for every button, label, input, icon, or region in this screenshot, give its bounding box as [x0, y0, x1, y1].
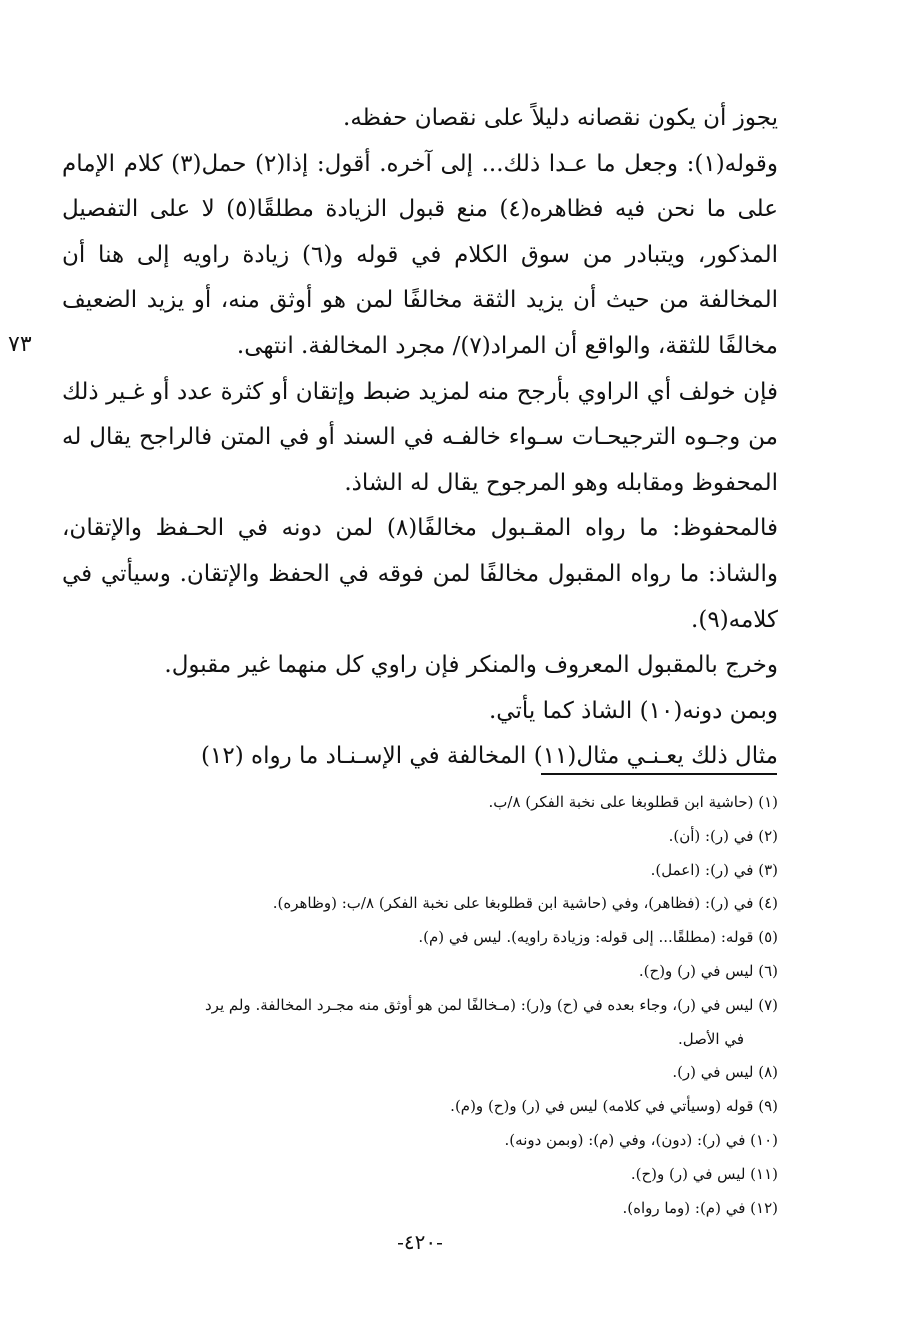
paragraph-6: وبمن دونه(١٠) الشاذ كما يأتي.: [488, 697, 778, 724]
paragraph-3: فإن خولف أي الراوي بأرجح منه لمزيد ضبط وإتقان أو كثرة عدد أو غـير ذلك من وجـوه الترجيحـات سـواء خالفـه في السند أو في المتن فالراجح يقال له المحفوظ ومقابله وهو المرجوح يقال له الشاذ.: [62, 378, 778, 496]
main-text: [62, 96, 778, 780]
paragraph-4: فالمحفوظ: ما رواه المقـبول مخالفًا(٨) لمن دونه في الحـفظ والإتقان، والشاذ: ما رواه المقبول مخالفًا لمن فوقه في الحفظ والإتقان. وسيأتي في كلامه(٩).: [62, 515, 778, 633]
footnote-divider: [541, 773, 777, 775]
footnote-7: (٧) ليس في (ر)، وجاء بعده في (ح) و(ر): (مـخالفًا لمن هو أوثق منه مجـرد المخالفة. ولم يرد: [204, 995, 778, 1014]
paragraph-2: وقوله(١): وجعل ما عـدا ذلك... إلى آخره. أقول: إذا(٢) حمل(٣) كلام الإمام على ما نحن فيه فظاهره(٤) منع قبول الزيادة مطلقًا(٥) لا على التفصيل المذكور، ويتبادر من سوق الكلام في قوله و(٦) زيادة راويه إلى هنا أن المخالفة من حيث أن يزيد الثقة مخالفًا لمن هو أوثق منه، أو يزيد الضعيف مخالفًا للثقة، والواقع أن المراد(٧)/ مجرد المخالفة. انتهى.: [62, 150, 778, 359]
footnote-7-continuation-text: في الأصل.: [677, 1029, 744, 1048]
paragraph-7: مثال ذلك يعـنـي مثال(١١) المخالفة في الإسـنـاد ما رواه (١٢): [201, 743, 778, 770]
paragraph-1: يجوز أن يكون نقصانه دليلاً على نقصان حفظه.: [343, 105, 778, 131]
footnote-2: (٢) في (ر): (أن).: [668, 826, 778, 845]
manuscript-page-marker: ٧٣: [8, 332, 32, 357]
footnote-3: (٣) في (ر): (اعمل).: [650, 860, 778, 879]
footnote-9: (٩) قوله (وسيأتي في كلامه) ليس في (ر) و(ح) و(م).: [450, 1097, 778, 1116]
page-number: -٤٢٠-: [397, 1230, 443, 1254]
footnote-6: (٦) ليس في (ر) و(ح).: [638, 961, 778, 980]
paragraph-5: وخرج بالمقبول المعروف والمنكر فإن راوي كل منهما غير مقبول.: [164, 652, 778, 679]
footnote-4: (٤) في (ر): (فظاهر)، وفي (حاشية ابن قطلوبغا على نخبة الفكر) ٨/ب: (وظاهره).: [272, 894, 778, 913]
footnote-11: (١١) ليس في (ر) و(ح).: [630, 1164, 778, 1183]
footnote-7-continuation: [62, 1023, 778, 1057]
footnotes: [62, 786, 778, 1225]
footnote-5: (٥) قوله: (مطلقًا... إلى قوله: وزيادة راويه). ليس في (م).: [418, 928, 778, 947]
footnote-12: (١٢) في (م): (وما رواه).: [622, 1198, 778, 1217]
footnote-8: (٨) ليس في (ر).: [672, 1063, 778, 1082]
footnote-1: (١) (حاشية ابن قطلوبغا على نخبة الفكر) ٨/ب.: [488, 793, 778, 811]
footnote-10: (١٠) في (ر): (دون)، وفي (م): (وبمن دونه).: [504, 1130, 778, 1149]
